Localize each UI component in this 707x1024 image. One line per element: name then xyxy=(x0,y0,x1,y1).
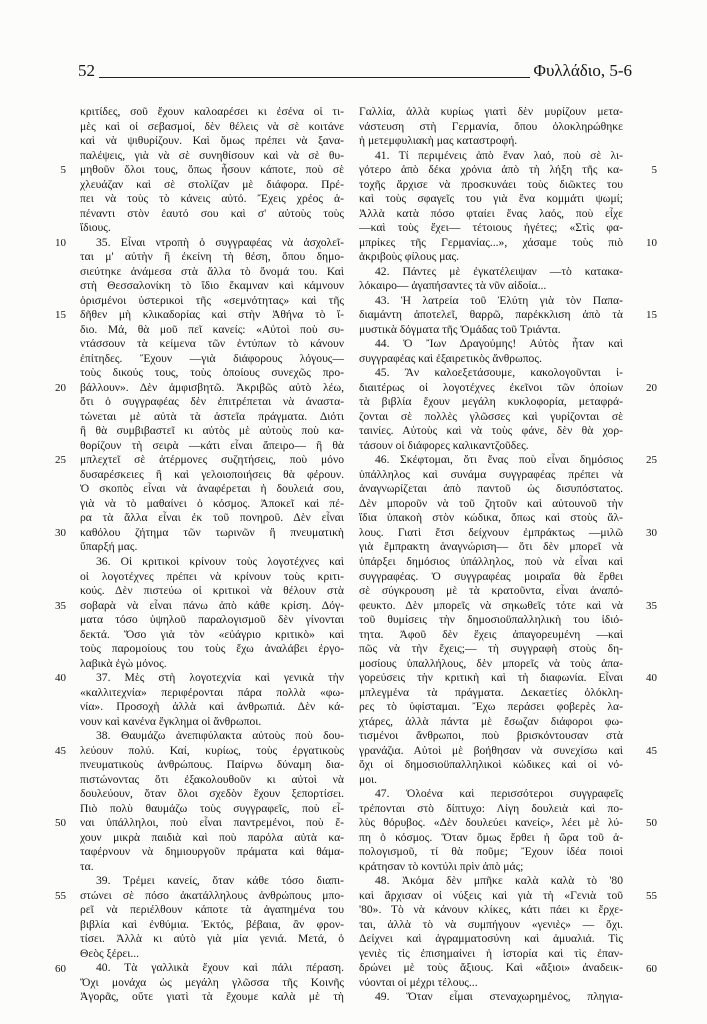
text-line: ἢ θὰ συμβιβαστεῖ κι αὐτὸς μὲ αὐτοὺς ποὺ κα- xyxy=(80,424,344,438)
line-number: 40 xyxy=(646,672,657,685)
text-line: μπρίκες τῆς Γερμανίας...», χάσαμε τοὺς πιὸ xyxy=(359,235,623,249)
text-line: δρώνει μὲ τοὺς ἄξιους. Καὶ «ἄξιοι» ἀναδεικ- xyxy=(359,961,623,975)
text-line: λεύουν πολύ. Καί, κυρίως, τοὺς ἐργατικοὺς xyxy=(80,743,344,757)
text-line: ται μ' αὐτὴν ἢ ἐκείνη τὴ θέση, ὅπου δημο- xyxy=(80,250,344,264)
text-line: σὲ σύγκρουση μὲ τὰ κρατοῦντα, εἶναι ἀναπό- xyxy=(359,584,623,598)
text-line: μυστικὰ δόγματα τῆς Ὁμάδας τοῦ Τριάντα. xyxy=(359,322,561,336)
text-line: γενιὲς τὶς ἐπισημαίνει ἡ ἱστορία καὶ τὶς ἐπαν- xyxy=(359,946,623,960)
text-line: 48. Ἀκόμα δὲν μπῆκε καλὰ καλὰ τὸ '80 xyxy=(375,874,623,888)
text-line: λὺς θόρυβος. «Δὲν δουλεύει κανείς», λέει μὲ λύ- xyxy=(359,816,623,830)
text-line: καθόλου ζήτημα τῶν τωρινῶν ἢ πνευματικὴ xyxy=(80,525,344,539)
text-line: ὁρισμένοι ὑστερικοὶ τῆς «σεμνότητας» καὶ τῆς xyxy=(80,293,344,307)
line-number: 50 xyxy=(55,817,66,830)
running-header xyxy=(78,61,632,81)
text-line: νουν καὶ κανένα ἔγκλημα οἱ ἄνθρωποι. xyxy=(80,714,262,728)
text-line: σιεύτηκε ἀνάμεσα στὰ ἄλλα τὸ ὄνομά του. Καὶ xyxy=(80,264,344,278)
line-number: 40 xyxy=(55,672,66,685)
line-number: 45 xyxy=(55,744,66,757)
line-number: 60 xyxy=(55,962,66,975)
header-rule xyxy=(99,77,530,78)
line-number: 5 xyxy=(651,164,657,177)
line-number: 20 xyxy=(55,381,66,394)
text-line: τὰ βιβλία ἔχουν μεγάλη κυκλοφορία, μεταφρά- xyxy=(359,395,623,409)
text-line: τισμένοι ἄνθρωποι, ποὺ βρισκόντουσαν στὰ xyxy=(359,729,623,743)
text-line: δουλεύουν, ὅταν ὅλοι σχεδὸν ἔχουν ξεπορτίσει. xyxy=(80,787,344,801)
text-line: 46. Σκέφτομαι, ὅτι ἕνας ποὺ εἶναι δημόσιος xyxy=(375,453,623,467)
text-line: νία». Προσοχὴ ἀλλὰ καὶ ἀνθρωπιά. Δὲν κά- xyxy=(80,700,344,714)
text-line: ματα τόσο ὑψηλοῦ παραλογισμοῦ δὲν γίνονται xyxy=(80,613,344,627)
text-line: τίσει. Ἀλλὰ κι αὐτὸ γιὰ μία γενιά. Μετά, ὁ xyxy=(80,932,344,946)
text-line: '80». Τὸ νὰ κάνουν κλίκες, κάτι πάει κι ἔρχε- xyxy=(359,903,623,917)
text-line: ὅτι ὁ συγγραφέας δὲν ἐπιτρέπεται νὰ ἀναστα- xyxy=(80,395,344,409)
line-number: 50 xyxy=(646,817,657,830)
text-line: —καὶ τοὺς ἔχει— τέτοιους ἡγέτες; «Στὶς φα- xyxy=(359,221,623,235)
text-line: δεκτά. Ὅσο γιὰ τὸν «εὐάγριο κριτικὸ» καὶ xyxy=(80,627,344,641)
text-line: χλευάζαν καὶ σὲ στολίζαν μὲ διάφορα. Πρέ- xyxy=(80,177,344,191)
text-line: τοχῆς ἄρχισε νὰ προσκυνάει τοὺς διῶκτες του xyxy=(359,177,623,191)
text-line: 45. Ἂν καλοεξετάσουμε, κακολογοῦνται ἰ- xyxy=(375,366,623,380)
text-line: Δείχνει καὶ ἀγραμματοσύνη καὶ ἀμυαλιά. Τὶς xyxy=(359,932,623,946)
text-line: συγγραφέας καὶ ἐξαιρετικὸς ἄνθρωπος. xyxy=(359,351,542,365)
text-line: χτάρες, ἀλλὰ πάντα μὲ ἔσωζαν διάφοροι φω- xyxy=(359,714,623,728)
text-line: καὶ τοὺς σφαγεῖς του γιὰ ἕνα κομμάτι ψωμί; xyxy=(359,192,623,206)
text-line: πει νὰ τοὺς τὸ κάνεις αὐτό. Ἔχεις χρέος ἀ- xyxy=(80,192,344,206)
text-line: πη ὁ κόσμος. Ὅταν ὅμως ἔρθει ἡ ὥρα τοῦ ἀ- xyxy=(359,830,623,844)
text-line: πολογισμοῦ, τί θὰ ποῦμε; Ἔχουν ἰδέα ποιοὶ xyxy=(359,845,623,859)
text-line: δυσαρέσκειες ἢ καὶ γελοιοποιήσεις θὰ φέρουν. xyxy=(80,467,344,481)
line-number: 10 xyxy=(55,236,66,249)
text-line: καὶ νὰ ψιθυρίζουν. Καὶ ὅμως πρέπει νὰ ξανα- xyxy=(80,134,344,148)
text-line: καὶ ἄρχισαν οἱ νύξεις καὶ γιὰ τὴ «Γενιὰ τοῦ xyxy=(359,888,623,902)
text-line: ὑπάλληλος καὶ συνάμα συγγραφέας πρέπει νὰ xyxy=(359,467,623,481)
text-line: γρανάζια. Αὐτοὶ μὲ βοήθησαν νὰ συνεχίσω καὶ xyxy=(359,743,623,757)
text-line: 49. Ὅταν εἶμαι στεναχωρημένος, πληγια- xyxy=(375,990,623,1004)
text-line: ἀκριβοὺς φίλους μας. xyxy=(359,250,459,264)
text-line: λαβικὰ ἐγὼ μόνος. xyxy=(80,656,167,670)
text-line: ἐπίτηδες. Ἔχουν —γιὰ διάφορους λόγους— xyxy=(80,351,344,365)
text-line: ἴδια ὑπακοὴ στὸν κώδικα, ὅπως καὶ στοὺς ἄλ- xyxy=(359,511,623,525)
text-line: ται, ἀλλὰ τὸ νὰ συμπήγουν «γενιὲς» — ὄχι. xyxy=(359,917,623,931)
text-line: θορίζουν τὴ σειρὰ —κάτι εἶναι ἄπειρο— ἢ θὰ xyxy=(80,438,344,452)
text-line: τητα. Ἀφοῦ δὲν ἔχεις ἀπαγορευμένη —καὶ xyxy=(359,627,623,641)
text-line: γιὰ νὰ τὸ μαθαίνει ὁ κόσμος. Ἀποκεῖ καὶ πέ- xyxy=(80,496,344,510)
line-number: 5 xyxy=(60,164,66,177)
text-line: διαιτέρως οἱ λογοτέχνες ἐκεῖνοι τῶν ὁποίων xyxy=(359,380,623,394)
right-column xyxy=(359,105,657,1005)
text-line: 39. Τρέμει κανείς, ὅταν κάθε τόσο διαπι- xyxy=(96,874,344,888)
text-line: οἱ λογοτέχνες πρέπει νὰ κρίνουν τοὺς κριτι- xyxy=(80,569,344,583)
text-line: γιὰ ἔμπρακτη ἀναγνώριση— ὅτι δὲν μπορεῖ νὰ xyxy=(359,540,623,554)
text-line: ὄχι οἱ δημοσιοϋπαλληλικοὶ κώδικες καὶ οἱ νό- xyxy=(359,758,623,772)
text-line: δῆθεν μὴ κλικαδορίας καὶ στὴν Ἀθήνα τὸ ἴ- xyxy=(80,308,344,322)
line-number: 25 xyxy=(646,454,657,467)
text-line: ταινίες. Αὐτοὺς καὶ νὰ τοὺς φάνε, δὲν θὰ χορ- xyxy=(359,424,623,438)
text-line: διαμάντη ἀποτελεῖ, θαρρῶ, παρέκκλιση ἀπὸ τὰ xyxy=(359,308,623,322)
text-line: Γαλλία, ἀλλὰ κυρίως γιατὶ δὲν μυρίζουν μετα- xyxy=(359,105,623,118)
text-line: διο. Μά, θὰ μοῦ πεῖ κανείς: «Αὐτοὶ ποὺ συ- xyxy=(80,322,344,336)
text-line: τα. xyxy=(80,859,94,873)
text-line: τοῦ θυμίσεις τὴν δημοσιοϋπαλληλικὴ του ἰδιό- xyxy=(359,613,623,627)
text-line: φευκτο. Δὲν μπορεῖς νὰ σηκωθεῖς τότε καὶ νὰ xyxy=(359,598,623,612)
text-line: τώνεται μὲ αὐτὰ τὰ ἀστεῖα πράγματα. Διότι xyxy=(80,409,344,423)
line-number: 15 xyxy=(55,309,66,322)
text-line: «καλλιτεχνία» περιφέρονται πάρα πολλὰ «φω- xyxy=(80,685,344,699)
text-line: μὲς καὶ οἱ σεβασμοί, δὲν θέλεις νὰ σὲ κοιτάνε xyxy=(80,119,344,133)
line-number: 35 xyxy=(646,599,657,612)
text-line: ὕπαρξή μας. xyxy=(80,540,138,554)
text-line: 36. Οἱ κριτικοὶ κρίνουν τοὺς λογοτέχνες καὶ xyxy=(96,554,344,568)
text-line: ντάσσουν τὰ κείμενα τῶν ἐντύπων τὸ κάνουν xyxy=(80,337,344,351)
text-line: νύονται οἱ μέχρι τέλους... xyxy=(359,975,478,989)
text-line: στώνει σὲ πόσο ἀκατάλληλους ἀνθρώπους μπο- xyxy=(80,888,344,902)
text-line: βάλλουν». Δὲν ἀμφισβητῶ. Ἀκριβῶς αὐτὸ λέω, xyxy=(80,380,344,394)
text-line: κούς. Δὲν πιστεύω οἱ κριτικοὶ νὰ θέλουν στὰ xyxy=(80,584,344,598)
text-line: συγγραφέας. Ὁ συγγραφέας μοιραῖα θὰ ἔρθει xyxy=(359,569,623,583)
text-line: μοι. xyxy=(359,772,378,786)
text-line: μηθοῦν ὅλοι τους, ὅπως ἦσουν κάποτε, ποὺ σὲ xyxy=(80,163,344,177)
text-line: παλέψεις, γιὰ νὰ σὲ συνηθίσουν καὶ νὰ σὲ θυ- xyxy=(80,148,344,162)
text-line: λόκαιρο— ἀγαπήσαντες τὰ νῦν αἰδοία... xyxy=(359,279,547,293)
text-line: 38. Θαυμάζω ἀνεπιφύλακτα αὐτοὺς ποὺ δου- xyxy=(96,729,344,743)
text-line: Ὄχι μονάχα ὡς μεγάλη γλῶσσα τῆς Κοινῆς xyxy=(80,975,344,989)
text-line: ταφέρνουν νὰ δημιουργοῦν πράματα καὶ θάμα- xyxy=(80,845,344,859)
page-number: 52 xyxy=(78,61,95,80)
text-line: Ἀλλὰ κατὰ πόσο φταίει ἕνας λαός, ποὺ εἶχε xyxy=(359,206,623,220)
text-line: τάσουν οἱ διάφορες καλικαντζοῦδες. xyxy=(359,438,529,452)
line-number: 60 xyxy=(646,962,657,975)
text-line: 37. Μὲς στὴ λογοτεχνία καὶ γενικὰ τὴν xyxy=(96,671,344,685)
text-line: νάστευση στὴ Γερμανία, ὅπου ὁλοκληρώθηκε xyxy=(359,119,623,133)
left-column xyxy=(55,105,344,1005)
text-line: ναι ὑπάλληλοι, ποὺ εἶναι παντρεμένοι, ποὺ ἔ- xyxy=(80,816,344,830)
text-line: ἡ μετεμφυλιακὴ μας καταστροφή. xyxy=(359,134,518,148)
line-number: 10 xyxy=(646,236,657,249)
text-line: στὴ Θεσσαλονίκη τὸ ἴδιο ἔκαμναν καὶ κάμνουν xyxy=(80,279,344,293)
text-line: ζονται σὲ πολλὲς γλῶσσες καὶ γυρίζονται σὲ xyxy=(359,409,623,423)
text-line: κράτησαν τὸ κοντύλι πρὶν ἀπὸ μάς; xyxy=(359,859,524,873)
text-line: 41. Τί περιμένεις ἀπὸ ἕναν λαό, ποὺ σὲ λι- xyxy=(375,148,623,162)
text-line: ρες τὸ ὑφίσταμαι. Ἔχω περάσει φοβερὲς λα- xyxy=(359,700,623,714)
text-line: κριτίδες, σοῦ ἔχουν καλοαρέσει κι ἐσένα οἱ τι- xyxy=(80,105,344,118)
line-number: 35 xyxy=(55,599,66,612)
text-line: γορεύσεις τὴν κριτικὴ καὶ τὴ διαφωνία. Εἶναι xyxy=(359,671,623,685)
text-line: τρέπονται στὸ δίπτυχο: Λίγη δουλειὰ καὶ πο- xyxy=(359,801,623,815)
text-line: τοὺς δικούς τους, τοὺς ὁποίους συνεχῶς προ- xyxy=(80,366,344,380)
line-number: 30 xyxy=(55,527,66,540)
text-line: 47. Ὁλοένα καὶ περισσότεροι συγγραφεῖς xyxy=(375,787,623,801)
text-line: ἀναγνωρίζεται ἀπὸ παντοῦ ὡς δισυπόστατος. xyxy=(359,482,623,496)
text-line: 43. Ἡ λατρεία τοῦ Ἐλύτη γιὰ τὸν Παπα- xyxy=(375,293,623,307)
line-number: 15 xyxy=(646,309,657,322)
text-line: ὑπάρξει δημόσιος ὑπάλληλος, ποὺ νὰ εἶναι καὶ xyxy=(359,554,623,568)
text-line: πέναντι στὸν ἑαυτό σου καὶ σ' αὐτοὺς τοὺς xyxy=(80,206,344,220)
text-line: Ἀγορᾶς, οὔτε γιατὶ τὰ ἔχουμε καλὰ μὲ τὴ xyxy=(80,990,344,1004)
text-line: σοβαρὰ νὰ εἶναι πάνω ἀπὸ κάθε κρίση. Δόγ- xyxy=(80,598,344,612)
text-line: πνευματικοὺς ἀνθρώπους. Παίρνω δύναμη δια- xyxy=(80,758,344,772)
line-number: 25 xyxy=(55,454,66,467)
text-line: Θεὸς ξέρει... xyxy=(80,946,140,960)
line-number: 45 xyxy=(646,744,657,757)
text-line: 35. Εἶναι ντροπὴ ὁ συγγραφέας νὰ ἀσχολεῖ- xyxy=(96,235,344,249)
text-line: μπλεγμένα τὰ πράγματα. Δεκαετίες ὁλόκλη- xyxy=(359,685,623,699)
line-number: 20 xyxy=(646,381,657,394)
text-line: Πιὸ πολὺ θαυμάζω τοὺς συγγραφεῖς, ποὺ εἶ- xyxy=(80,801,344,815)
text-line: Δὲν μποροῦν νὰ τοῦ ζητοῦν καὶ αὐτουνοῦ τὴν xyxy=(359,496,623,510)
text-line: ρα τὰ ἄλλα εἶναι ἐκ τοῦ πονηροῦ. Δὲν εἶναι xyxy=(80,511,344,525)
text-line: χουν μικρὰ παιδιὰ καὶ ποὺ παρόλα αὐτὰ κα- xyxy=(80,830,344,844)
text-line: ρεῖ νὰ περιέλθουν κάποτε τὰ ἀγαπημένα του xyxy=(80,903,344,917)
text-line: μπλεχτεῖ σὲ ἀτέρμονες συζητήσεις, ποὺ μόνο xyxy=(80,453,344,467)
text-line: 40. Τὰ γαλλικὰ ἔχουν καὶ πάλι πέραση. xyxy=(96,961,344,975)
text-line: βιβλία καὶ ἐνθύμια. Ἐκτός, βέβαια, ἂν φρον- xyxy=(80,917,344,931)
text-line: γότερο ἀπὸ δέκα χρόνια ἀπὸ τὴ λήξη τῆς κα- xyxy=(359,163,623,177)
text-line: μοσίους ὑπαλλήλους, δὲν μπορεῖς νὰ τοὺς ἀπα- xyxy=(359,656,623,670)
text-line: 42. Πάντες μὲ ἐγκατέλειψαν —τὸ κατακα- xyxy=(375,264,623,278)
text-line: τοὺς παρομοίους του τοὺς ἔχω ἀναλάβει ἐργο- xyxy=(80,642,344,656)
text-line: Ὁ σκοπὸς εἶναι νὰ ἀναφέρεται ἡ δουλειά σου, xyxy=(80,482,344,496)
running-title: Φυλλάδιο, 5-6 xyxy=(533,61,632,80)
line-number: 30 xyxy=(646,527,657,540)
text-line: λους. Γιατὶ ἔτσι δείχνουν ἐμπράκτως —μιλῶ xyxy=(359,525,623,539)
text-line: ἴδιους. xyxy=(80,221,111,235)
line-number: 55 xyxy=(55,890,66,903)
text-line: πιστώνοντας ὅτι ἐξακολουθοῦν κι αὐτοὶ νὰ xyxy=(80,772,344,786)
line-number: 55 xyxy=(646,890,657,903)
text-line: πῶς νὰ τὴν ἔχεις;— τὴ συγγραφὴ στοὺς δη- xyxy=(359,642,623,656)
text-line: 44. Ὁ Ἴων Δραγούμης! Αὐτὸς ἦταν καὶ xyxy=(375,337,623,351)
